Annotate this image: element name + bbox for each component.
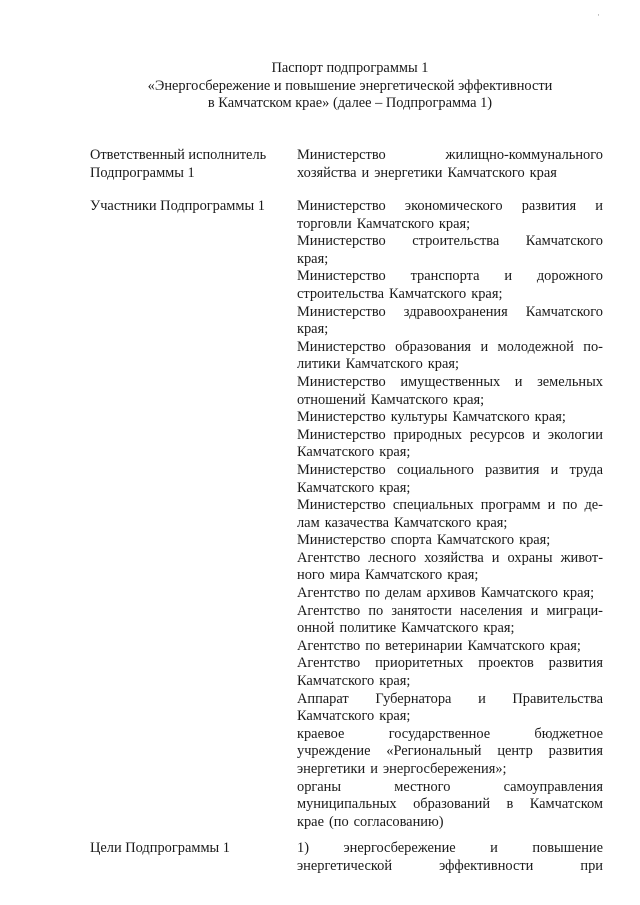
title-line-3: в Камчатском крае» (далее – Подпрограмма 1)	[207, 95, 493, 112]
content-line: края;	[297, 321, 329, 338]
content-line: Министерство природных ресурсов и экологии	[297, 426, 603, 443]
content-line: Агентство по ветеринарии Камчатского края;	[297, 637, 581, 654]
goals-label	[90, 840, 230, 858]
content-line: Министерство строительства Камчатского	[297, 233, 603, 250]
content-line: органы местного самоуправления	[297, 778, 603, 795]
label-line: Подпрограммы 1	[90, 164, 195, 181]
content-line: Министерство транспорта и дорожного	[297, 268, 603, 285]
content-line: Камчатского края;	[297, 479, 411, 496]
content-line: Агентство по занятости населения и миграци-	[297, 602, 603, 619]
goals-value	[297, 840, 603, 875]
content-line: Министерство культуры Камчатского края;	[297, 409, 566, 426]
content-line: Министерство спорта Камчатского края;	[297, 532, 551, 549]
label-line: Цели Подпрограммы 1	[90, 840, 231, 856]
content-line: Министерство жилищно-коммунального	[297, 147, 603, 163]
label-line: Участники Подпрограммы 1	[90, 198, 265, 214]
content-line: Камчатского края;	[297, 444, 411, 461]
content-line: лам казачества Камчатского края;	[297, 514, 508, 531]
participants-label	[90, 198, 265, 216]
responsible-executor-label	[90, 147, 266, 182]
content-line: Агентство по делам архивов Камчатского края;	[297, 585, 595, 602]
content-line: учреждение «Региональный центр развития	[297, 743, 603, 760]
content-line: Министерство имущественных и земельных	[297, 373, 603, 390]
content-line: крае (по согласованию)	[297, 813, 444, 830]
content-line: Министерство специальных программ и по де-	[297, 497, 603, 514]
content-line: хозяйства и энергетики Камчатского края	[297, 164, 557, 181]
content-line: муниципальных образований в Камчатском	[297, 796, 603, 813]
content-line: Министерство экономического развития и	[297, 198, 603, 214]
title-line-2: «Энергосбережение и повышение энергетической эффективности	[147, 77, 553, 94]
document-title	[0, 60, 640, 113]
participants-value	[297, 198, 603, 831]
content-line: 1) энергосбережение и повышение	[297, 840, 603, 856]
content-line: энергетической эффективности при	[297, 857, 603, 874]
content-line: края;	[297, 250, 329, 267]
title-line-1: Паспорт подпрограммы 1	[271, 60, 429, 76]
content-line: строительства Камчатского края;	[297, 285, 503, 302]
content-line: Министерство образования и молодежной по-	[297, 338, 603, 355]
content-line: Агентство приоритетных проектов развития	[297, 655, 603, 672]
content-line: литики Камчатского края;	[297, 356, 459, 373]
responsible-executor-value	[297, 147, 603, 182]
content-line: отношений Камчатского края;	[297, 391, 485, 408]
content-line: торговли Камчатского края;	[297, 215, 471, 232]
content-line: Агентство лесного хозяйства и охраны живот-	[297, 549, 603, 566]
corner-mark: ·	[597, 10, 600, 20]
content-line: краевое государственное бюджетное	[297, 725, 603, 742]
content-line: Камчатского края;	[297, 708, 411, 725]
content-line: Министерство здравоохранения Камчатского	[297, 303, 603, 320]
content-line: Аппарат Губернатора и Правительства	[297, 690, 603, 707]
content-line: онной политике Камчатского края;	[297, 620, 515, 637]
content-line: Камчатского края;	[297, 673, 411, 690]
label-line: Ответственный исполнитель	[90, 147, 267, 163]
content-line: энергетики и энергосбережения»;	[297, 761, 507, 777]
content-line: ного мира Камчатского края;	[297, 567, 479, 584]
content-line: Министерство социального развития и труда	[297, 461, 603, 478]
